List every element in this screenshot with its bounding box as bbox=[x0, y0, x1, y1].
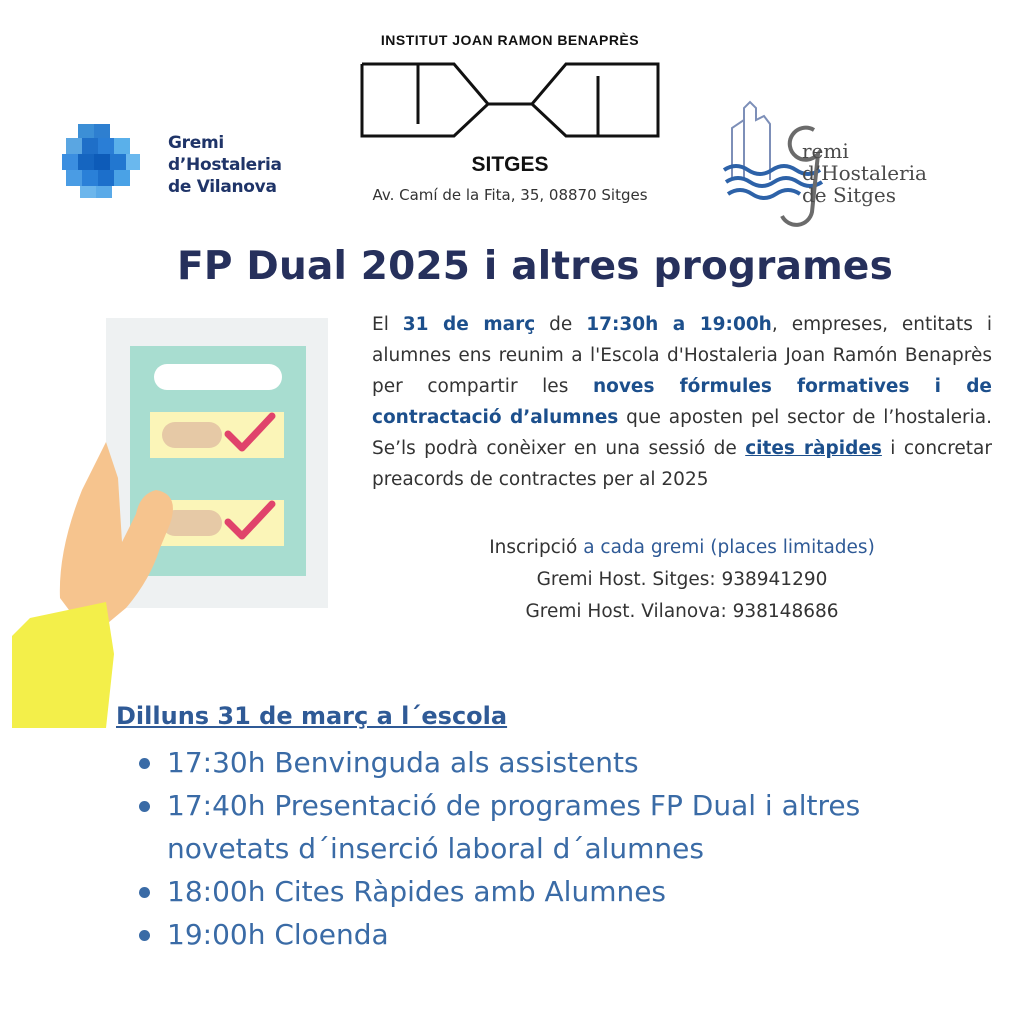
gremi-vilanova-line-3: de Vilanova bbox=[168, 177, 277, 197]
institut-name: INSTITUT JOAN RAMON BENAPRÈS bbox=[380, 32, 640, 48]
sleeve-icon bbox=[12, 602, 114, 728]
gremi-vilanova-emblem-icon bbox=[58, 118, 148, 208]
logo-gremi-sitges bbox=[718, 90, 978, 230]
gremi-sitges-line-3: de Sitges bbox=[802, 183, 897, 207]
registration-info bbox=[372, 532, 992, 628]
phone-vilanova: Gremi Host. Vilanova: 938148686 bbox=[525, 601, 839, 622]
agenda-list bbox=[135, 741, 955, 956]
event-time: 17:30h a 19:00h bbox=[586, 314, 772, 335]
institut-address: Av. Camí de la Fita, 35, 08870 Sitges bbox=[372, 186, 648, 204]
gremi-vilanova-line-2: d’Hostaleria bbox=[168, 155, 282, 175]
gremi-vilanova-line-1: Gremi bbox=[168, 133, 224, 153]
registration-line: Inscripció a cada gremi (places limitades) bbox=[489, 537, 875, 558]
checklist-illustration bbox=[10, 318, 340, 728]
phone-sitges: Gremi Host. Sitges: 938941290 bbox=[536, 569, 828, 590]
gremi-sitges-name bbox=[802, 140, 927, 206]
list-item: 17:30h Benvinguda als assistents bbox=[135, 741, 955, 784]
event-description: El 31 de març de 17:30h a 19:00h, empreses, entitats i alumnes ens reunim a l'Escola d'Hostaleria Joan Ramón Benaprès per compartir les noves fórmules formatives i de contractació d’alumnes que aposten pel sector de l’hostaleria. Se’ls podrà conèixer en una sessió de cites ràpides i concretar preacords de contractes per al 2025 bbox=[372, 314, 992, 490]
gremi-sitges-line-1: remi bbox=[802, 139, 849, 163]
list-item: 18:00h Cites Ràpides amb Alumnes bbox=[135, 870, 955, 913]
highlight-formulas: noves fórmules formatives i de contractació d’alumnes bbox=[372, 376, 992, 428]
gremi-sitges-line-2: d’Hostaleria bbox=[802, 161, 927, 185]
list-item: 19:00h Cloenda bbox=[135, 913, 955, 956]
list-item: 17:40h Presentació de programes FP Dual i altres novetats d´inserció laboral d´alumnes bbox=[135, 784, 955, 870]
institut-emblem-icon bbox=[358, 60, 662, 150]
logo-institut-joan-ramon-benapres bbox=[345, 28, 675, 218]
link-cites-rapides[interactable]: cites ràpides bbox=[745, 438, 882, 459]
gremi-vilanova-name bbox=[168, 132, 318, 198]
institut-city: SITGES bbox=[471, 153, 549, 176]
page-title: FP Dual 2025 i altres programes bbox=[177, 244, 893, 289]
event-date: 31 de març bbox=[402, 314, 536, 335]
agenda-heading: Dilluns 31 de març a l´escola bbox=[116, 702, 508, 730]
logo-gremi-vilanova bbox=[58, 118, 308, 208]
